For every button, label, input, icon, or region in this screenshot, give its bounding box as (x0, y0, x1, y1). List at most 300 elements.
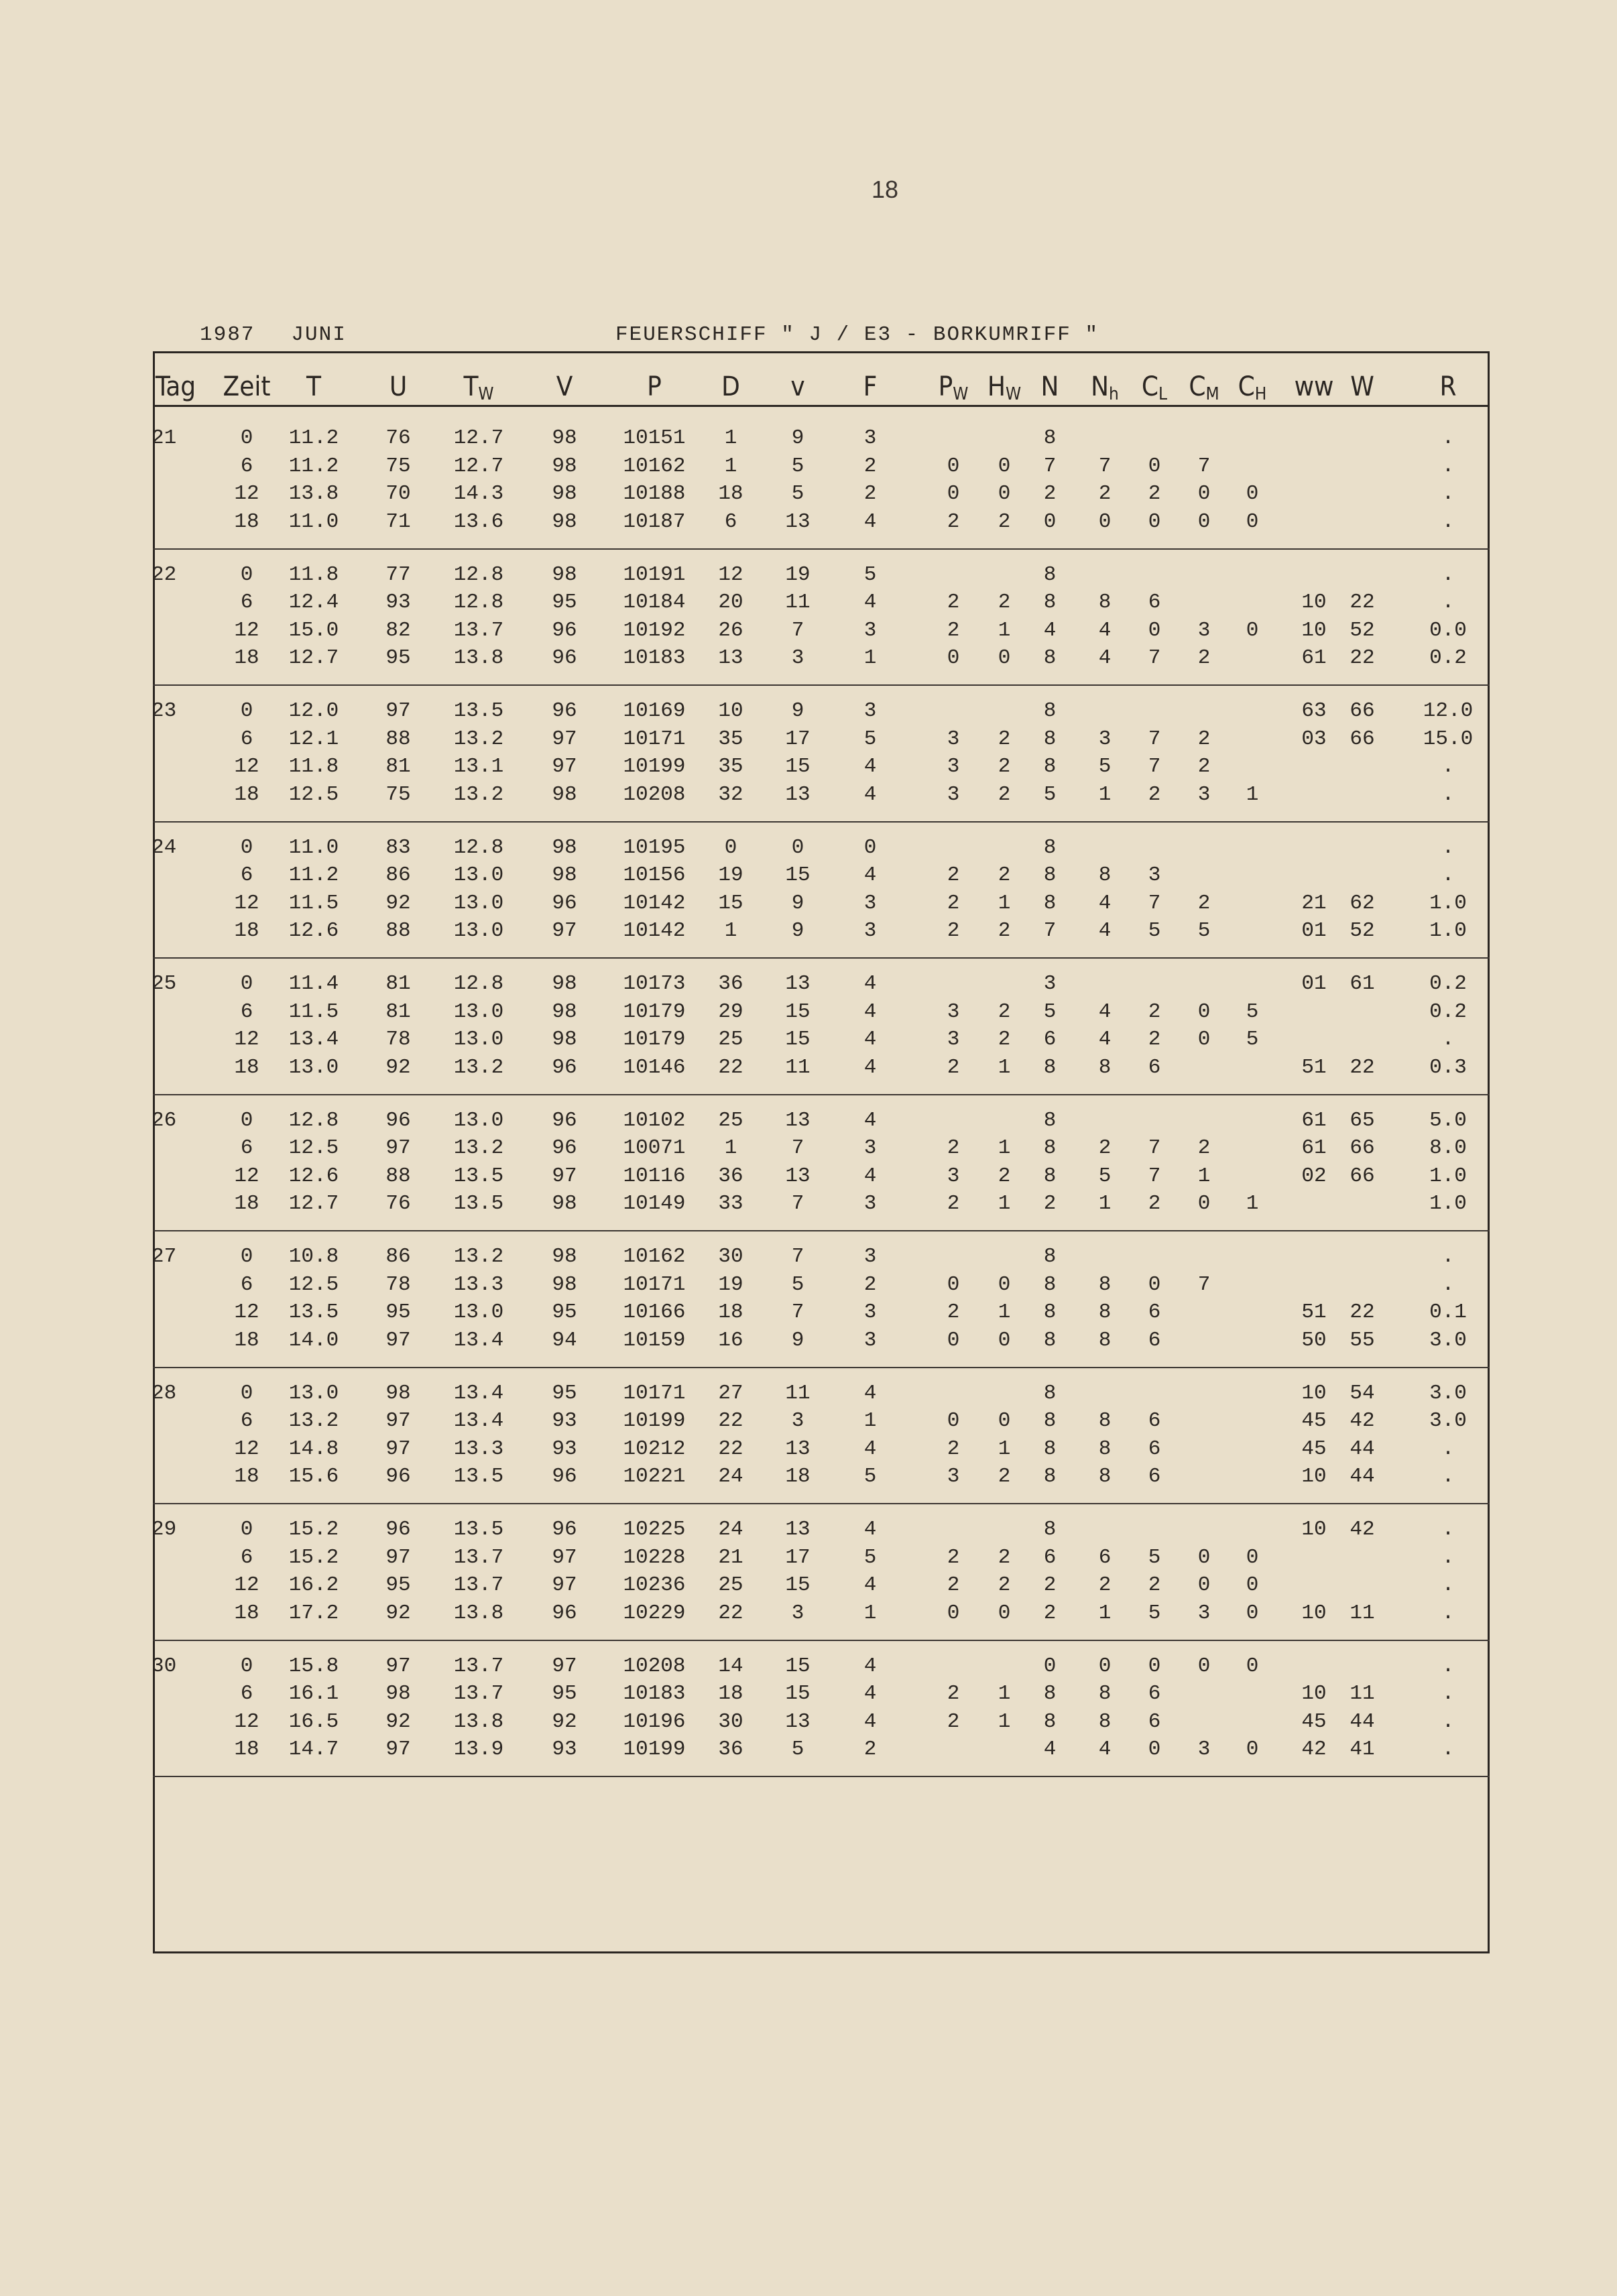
table-cell: 15.2 (288, 1545, 339, 1569)
table-cell: 15 (785, 863, 811, 887)
table-cell: 98 (552, 1028, 577, 1051)
table-cell: 1.0 (1429, 1164, 1467, 1188)
table-cell: 66 (1350, 1136, 1375, 1160)
table-cell: 81 (385, 755, 411, 778)
column-header-label: C (1238, 371, 1255, 402)
table-cell: 22 (1350, 1055, 1375, 1079)
table-cell: 0.1 (1429, 1301, 1467, 1324)
table-cell: 4 (863, 1437, 877, 1461)
day-cell: 29 (152, 1518, 177, 1541)
table-cell: 26 (718, 618, 743, 642)
table-cell: 51 (1301, 1055, 1327, 1079)
table-cell: 78 (385, 1028, 411, 1051)
table-cell: 12.8 (453, 972, 504, 995)
table-cell: 4 (1098, 1000, 1112, 1024)
table-cell: 8 (1043, 835, 1057, 859)
table-cell: 1 (1246, 1192, 1259, 1215)
table-cell: . (1441, 1545, 1455, 1569)
table-cell: 13.2 (288, 1409, 339, 1433)
table-cell: 45 (1301, 1437, 1327, 1461)
table-cell: 2 (998, 782, 1011, 806)
table-cell: 12 (718, 562, 743, 587)
table-cell: 10199 (623, 755, 686, 778)
table-cell: 3 (947, 755, 960, 778)
table-cell: 12 (234, 618, 259, 642)
column-header-subscript: H (1254, 384, 1267, 404)
table-cell: 13.7 (453, 1545, 504, 1569)
table-cell: 25 (718, 1108, 743, 1132)
table-cell: 5 (1246, 1000, 1259, 1024)
table-cell: 27 (718, 1381, 743, 1405)
table-cell: 4 (863, 1518, 877, 1541)
table-cell: 4 (863, 1055, 877, 1079)
table-cell: . (1441, 782, 1455, 806)
table-cell: 13 (785, 1437, 811, 1461)
table-cell: 66 (1350, 699, 1375, 723)
table-cell: 1 (1246, 782, 1259, 806)
table-cell: 0 (947, 1601, 960, 1625)
table-cell: 1 (998, 1192, 1011, 1215)
table-cell: 97 (385, 1328, 411, 1352)
table-cell: 6 (240, 863, 253, 887)
table-cell: 2 (1148, 1028, 1161, 1051)
table-cell: 2 (947, 891, 960, 915)
table-cell: 11.0 (288, 509, 339, 534)
table-cell: 3 (863, 1192, 877, 1215)
table-cell: 97 (385, 1654, 411, 1678)
column-header-label: F (863, 371, 878, 402)
table-cell: 2 (947, 1709, 960, 1734)
table-cell: 75 (385, 782, 411, 806)
table-cell: 2 (998, 919, 1011, 943)
table-cell: 10171 (623, 1381, 686, 1405)
table-cell: 41 (1350, 1738, 1375, 1761)
table-cell: 18 (234, 1328, 259, 1352)
table-cell: 3 (947, 782, 960, 806)
table-cell: 13.2 (453, 1055, 504, 1079)
table-cell: 22 (1350, 591, 1375, 614)
table-cell: 12.5 (288, 1272, 339, 1296)
table-cell: . (1441, 454, 1455, 478)
table-cell: 21 (718, 1545, 743, 1569)
table-cell: 3 (791, 646, 804, 670)
table-cell: 0 (863, 835, 877, 859)
table-cell: 6 (1148, 1409, 1161, 1433)
table-cell: 8 (1098, 1301, 1112, 1324)
column-header-subscript: h (1109, 384, 1119, 404)
table-cell: 1.0 (1429, 891, 1467, 915)
table-cell: 4 (863, 863, 877, 887)
table-cell: 98 (552, 782, 577, 806)
table-cell: 4 (863, 1573, 877, 1597)
table-cell: 81 (385, 972, 411, 995)
group-divider (153, 1640, 1490, 1641)
table-cell: 88 (385, 919, 411, 943)
table-cell: 22 (718, 1409, 743, 1433)
table-cell: 11.5 (288, 891, 339, 915)
table-cell: 1 (1197, 1164, 1211, 1188)
table-cell: 11.5 (288, 1000, 339, 1024)
table-cell: 0 (240, 699, 253, 723)
table-cell: 96 (385, 1465, 411, 1488)
table-cell: 10183 (623, 646, 686, 670)
group-divider (153, 1776, 1490, 1777)
table-cell: 3 (863, 919, 877, 943)
table-cell: 6 (1043, 1545, 1057, 1569)
column-header-label: T (306, 371, 321, 402)
table-cell: 13.0 (288, 1381, 339, 1405)
table-cell: 10228 (623, 1545, 686, 1569)
table-cell: 7 (1148, 1164, 1161, 1188)
table-cell: 6 (1148, 1709, 1161, 1734)
table-cell: 61 (1301, 646, 1327, 670)
table-cell: 7 (1098, 454, 1112, 478)
table-cell: 2 (863, 1272, 877, 1296)
group-divider (153, 1094, 1490, 1095)
table-cell: 1 (863, 646, 877, 670)
table-cell: 36 (718, 1164, 743, 1188)
table-cell: 55 (1350, 1328, 1375, 1352)
table-cell: . (1441, 1682, 1455, 1705)
table-cell: 0 (240, 562, 253, 587)
table-cell: 0 (1246, 482, 1259, 505)
table-cell: 11.8 (288, 562, 339, 587)
table-cell: 98 (552, 482, 577, 505)
table-cell: 66 (1350, 1164, 1375, 1188)
table-cell: 92 (552, 1709, 577, 1734)
table-cell: 13 (785, 509, 811, 534)
table-cell: 15.0 (1423, 727, 1474, 751)
column-header-subscript: W (1005, 384, 1022, 404)
table-cell: 18 (785, 1465, 811, 1488)
table-cell: 0 (947, 646, 960, 670)
table-cell: 0 (1148, 454, 1161, 478)
header-date (200, 323, 383, 347)
table-cell: 18 (234, 1738, 259, 1761)
table-cell: 13.0 (453, 919, 504, 943)
table-cell: 4 (1098, 1028, 1112, 1051)
table-cell: 10162 (623, 1245, 686, 1268)
table-cell: 93 (385, 591, 411, 614)
column-header-label: v (790, 371, 805, 402)
table-cell: 2 (947, 1055, 960, 1079)
table-cell: 44 (1350, 1437, 1375, 1461)
table-cell: 8 (1043, 1465, 1057, 1488)
table-cell: 2 (998, 591, 1011, 614)
table-cell: 22 (718, 1437, 743, 1461)
table-cell: 7 (791, 1192, 804, 1215)
table-cell: 1 (724, 454, 737, 478)
table-cell: 12.6 (288, 919, 339, 943)
table-cell: 42 (1350, 1518, 1375, 1541)
table-cell: 12.6 (288, 1164, 339, 1188)
table-cell: 2 (1098, 1573, 1112, 1597)
table-cell: 6 (724, 509, 737, 534)
table-cell: 18 (234, 1055, 259, 1079)
table-cell: 4 (1098, 618, 1112, 642)
table-cell: 1 (1098, 1601, 1112, 1625)
table-cell: 98 (552, 1192, 577, 1215)
table-cell: 12.7 (453, 426, 504, 450)
table-cell: 8 (1043, 1709, 1057, 1734)
table-cell: 11.8 (288, 755, 339, 778)
table-cell: 65 (1350, 1108, 1375, 1132)
table-cell: . (1441, 1518, 1455, 1541)
table-cell: 83 (385, 835, 411, 859)
table-cell: 10151 (623, 426, 686, 450)
table-cell: 97 (385, 1738, 411, 1761)
table-cell: 8 (1043, 891, 1057, 915)
table-cell: 02 (1301, 1164, 1327, 1188)
table-cell: 0.0 (1429, 618, 1467, 642)
table-cell: 13 (785, 1108, 811, 1132)
table-cell: . (1441, 1738, 1455, 1761)
table-cell: 51 (1301, 1301, 1327, 1324)
table-cell: 1.0 (1429, 919, 1467, 943)
table-cell: 0 (998, 454, 1011, 478)
table-cell: 30 (718, 1709, 743, 1734)
table-cell: 94 (552, 1328, 577, 1352)
table-cell: 11.4 (288, 972, 339, 995)
table-cell: 8 (1043, 1245, 1057, 1268)
table-cell: 3.0 (1429, 1328, 1467, 1352)
table-cell: 17 (785, 1545, 811, 1569)
table-cell: . (1441, 1437, 1455, 1461)
table-cell: 2 (998, 1545, 1011, 1569)
table-cell: 96 (552, 1465, 577, 1488)
table-cell: . (1441, 755, 1455, 778)
table-cell: 6 (240, 1272, 253, 1296)
table-cell: 6 (1148, 1437, 1161, 1461)
day-cell: 26 (152, 1108, 177, 1132)
table-cell: 4 (863, 972, 877, 995)
table-cell: 6 (240, 727, 253, 751)
table-cell: 10166 (623, 1301, 686, 1324)
table-cell: 9 (791, 891, 804, 915)
table-cell: 0 (1246, 1601, 1259, 1625)
table-cell: 0 (1148, 1654, 1161, 1678)
table-cell: 10196 (623, 1709, 686, 1734)
table-cell: 1 (998, 1682, 1011, 1705)
table-cell: . (1441, 863, 1455, 887)
header-year: 1987 (200, 323, 255, 347)
table-cell: 3 (1043, 972, 1057, 995)
table-cell: 3 (1098, 727, 1112, 751)
table-cell: 98 (552, 1245, 577, 1268)
table-cell: 76 (385, 426, 411, 450)
table-cell: 4 (863, 1381, 877, 1405)
table-cell: 10162 (623, 454, 686, 478)
table-cell: 6 (240, 1682, 253, 1705)
table-cell: 2 (998, 755, 1011, 778)
table-cell: 6 (240, 1136, 253, 1160)
table-cell: 2 (1197, 755, 1211, 778)
table-cell: 13.0 (453, 1301, 504, 1324)
table-cell: 3 (863, 1245, 877, 1268)
column-header (524, 370, 605, 404)
table-cell: 0 (1148, 1272, 1161, 1296)
table-cell: 13.8 (453, 1601, 504, 1625)
table-cell: 10169 (623, 699, 686, 723)
table-cell: 4 (1098, 891, 1112, 915)
table-cell: 8 (1043, 1055, 1057, 1079)
table-cell: 10208 (623, 1654, 686, 1678)
table-cell: 0 (1197, 1000, 1211, 1024)
table-cell: 0 (791, 835, 804, 859)
table-cell: 10187 (623, 509, 686, 534)
table-cell: 0 (947, 1328, 960, 1352)
page-number: 18 (871, 176, 899, 203)
table-cell: 15 (785, 1654, 811, 1678)
day-cell: 25 (152, 972, 177, 995)
table-cell: 97 (385, 1409, 411, 1433)
table-cell: 8 (1043, 755, 1057, 778)
table-cell: 2 (1197, 891, 1211, 915)
table-cell: 15.0 (288, 618, 339, 642)
table-cell: 92 (385, 1055, 411, 1079)
table-cell: 12 (234, 1573, 259, 1597)
table-cell: 96 (552, 1108, 577, 1132)
table-cell: 4 (863, 1682, 877, 1705)
table-cell: 2 (947, 1136, 960, 1160)
table-cell: . (1441, 1028, 1455, 1051)
table-cell: 3.0 (1429, 1409, 1467, 1433)
table-cell: 13.4 (453, 1409, 504, 1433)
table-cell: 9 (791, 919, 804, 943)
table-cell: 8 (1043, 646, 1057, 670)
table-cell: 82 (385, 618, 411, 642)
table-cell: 5 (791, 1738, 804, 1761)
day-cell: 28 (152, 1381, 177, 1405)
table-cell: 13.0 (453, 1028, 504, 1051)
table-cell: 10142 (623, 891, 686, 915)
column-header (438, 370, 519, 404)
table-cell: 1 (998, 1437, 1011, 1461)
table-cell: 50 (1301, 1328, 1327, 1352)
table-cell: 15.2 (288, 1518, 339, 1541)
table-cell: 7 (1043, 454, 1057, 478)
table-cell: . (1441, 1709, 1455, 1734)
table-cell: 2 (1148, 1000, 1161, 1024)
table-cell: 1 (1098, 782, 1112, 806)
table-cell: 13.1 (453, 755, 504, 778)
table-cell: 12.7 (453, 454, 504, 478)
table-cell: 98 (552, 972, 577, 995)
table-cell: 42 (1350, 1409, 1375, 1433)
table-cell: 0.2 (1429, 972, 1467, 995)
table-cell: 35 (718, 755, 743, 778)
table-cell: 12.5 (288, 1136, 339, 1160)
table-cell: 61 (1301, 1136, 1327, 1160)
table-cell: 0 (1148, 509, 1161, 534)
table-cell: 92 (385, 1709, 411, 1734)
table-cell: 3 (947, 1028, 960, 1051)
header-divider (153, 405, 1490, 407)
column-header-label: Tag (155, 371, 196, 402)
table-cell: 3.0 (1429, 1381, 1467, 1405)
table-cell: 2 (863, 454, 877, 478)
table-cell: 5 (1043, 782, 1057, 806)
table-cell: 98 (552, 835, 577, 859)
table-cell: 2 (1148, 782, 1161, 806)
table-cell: 14.3 (453, 482, 504, 505)
table-cell: 96 (552, 618, 577, 642)
table-cell: 45 (1301, 1709, 1327, 1734)
table-cell: 2 (1197, 646, 1211, 670)
group-divider (153, 548, 1490, 550)
table-cell: 12.4 (288, 591, 339, 614)
table-cell: 2 (947, 919, 960, 943)
table-cell: 6 (240, 1409, 253, 1433)
table-cell: 14.7 (288, 1738, 339, 1761)
table-cell: 6 (1148, 1055, 1161, 1079)
table-cell: 0 (998, 1409, 1011, 1433)
table-cell: 98 (552, 1000, 577, 1024)
group-divider (153, 1230, 1490, 1231)
table-cell: 96 (385, 1108, 411, 1132)
table-cell: 96 (552, 1055, 577, 1079)
table-cell: 96 (552, 646, 577, 670)
table-cell: 45 (1301, 1409, 1327, 1433)
table-cell: 8 (1043, 1518, 1057, 1541)
table-cell: 13 (785, 1164, 811, 1188)
table-cell: 1 (998, 1136, 1011, 1160)
table-cell: 4 (1098, 919, 1112, 943)
table-cell: 10142 (623, 919, 686, 943)
column-header-subscript: M (1205, 384, 1219, 404)
table-cell: . (1441, 509, 1455, 534)
table-cell: 12 (234, 482, 259, 505)
table-cell: 6 (240, 591, 253, 614)
table-cell: 2 (863, 1738, 877, 1761)
table-cell: 8 (1098, 591, 1112, 614)
table-cell: 0 (1246, 509, 1259, 534)
table-cell: 95 (385, 646, 411, 670)
table-cell: 52 (1350, 919, 1375, 943)
table-cell: 0 (1098, 1654, 1112, 1678)
table-cell: 13.0 (453, 1000, 504, 1024)
table-cell: 10 (1301, 1381, 1327, 1405)
table-cell: 88 (385, 1164, 411, 1188)
table-cell: 4 (863, 1028, 877, 1051)
table-cell: 4 (1098, 1738, 1112, 1761)
table-cell: 97 (552, 727, 577, 751)
table-cell: 98 (552, 509, 577, 534)
table-cell: 13.6 (453, 509, 504, 534)
table-cell: 97 (385, 1136, 411, 1160)
table-cell: 8 (1043, 1328, 1057, 1352)
table-cell: 10 (1301, 1518, 1327, 1541)
table-cell: 12.8 (453, 835, 504, 859)
table-cell: 3 (947, 727, 960, 751)
table-cell: 10116 (623, 1164, 686, 1188)
day-cell: 23 (152, 699, 177, 723)
table-cell: 13.3 (453, 1437, 504, 1461)
table-cell: 8 (1098, 1682, 1112, 1705)
table-cell: 44 (1350, 1465, 1375, 1488)
table-cell: 98 (552, 1272, 577, 1296)
table-cell: 7 (791, 1136, 804, 1160)
table-cell: 10102 (623, 1108, 686, 1132)
table-cell: 0.3 (1429, 1055, 1467, 1079)
table-cell: 18 (718, 482, 743, 505)
table-cell: 4 (863, 1654, 877, 1678)
table-cell: 13.2 (453, 782, 504, 806)
table-cell: 0 (1246, 1545, 1259, 1569)
table-cell: 5 (791, 1272, 804, 1296)
table-cell: 24 (718, 1518, 743, 1541)
table-cell: 8 (1098, 1437, 1112, 1461)
